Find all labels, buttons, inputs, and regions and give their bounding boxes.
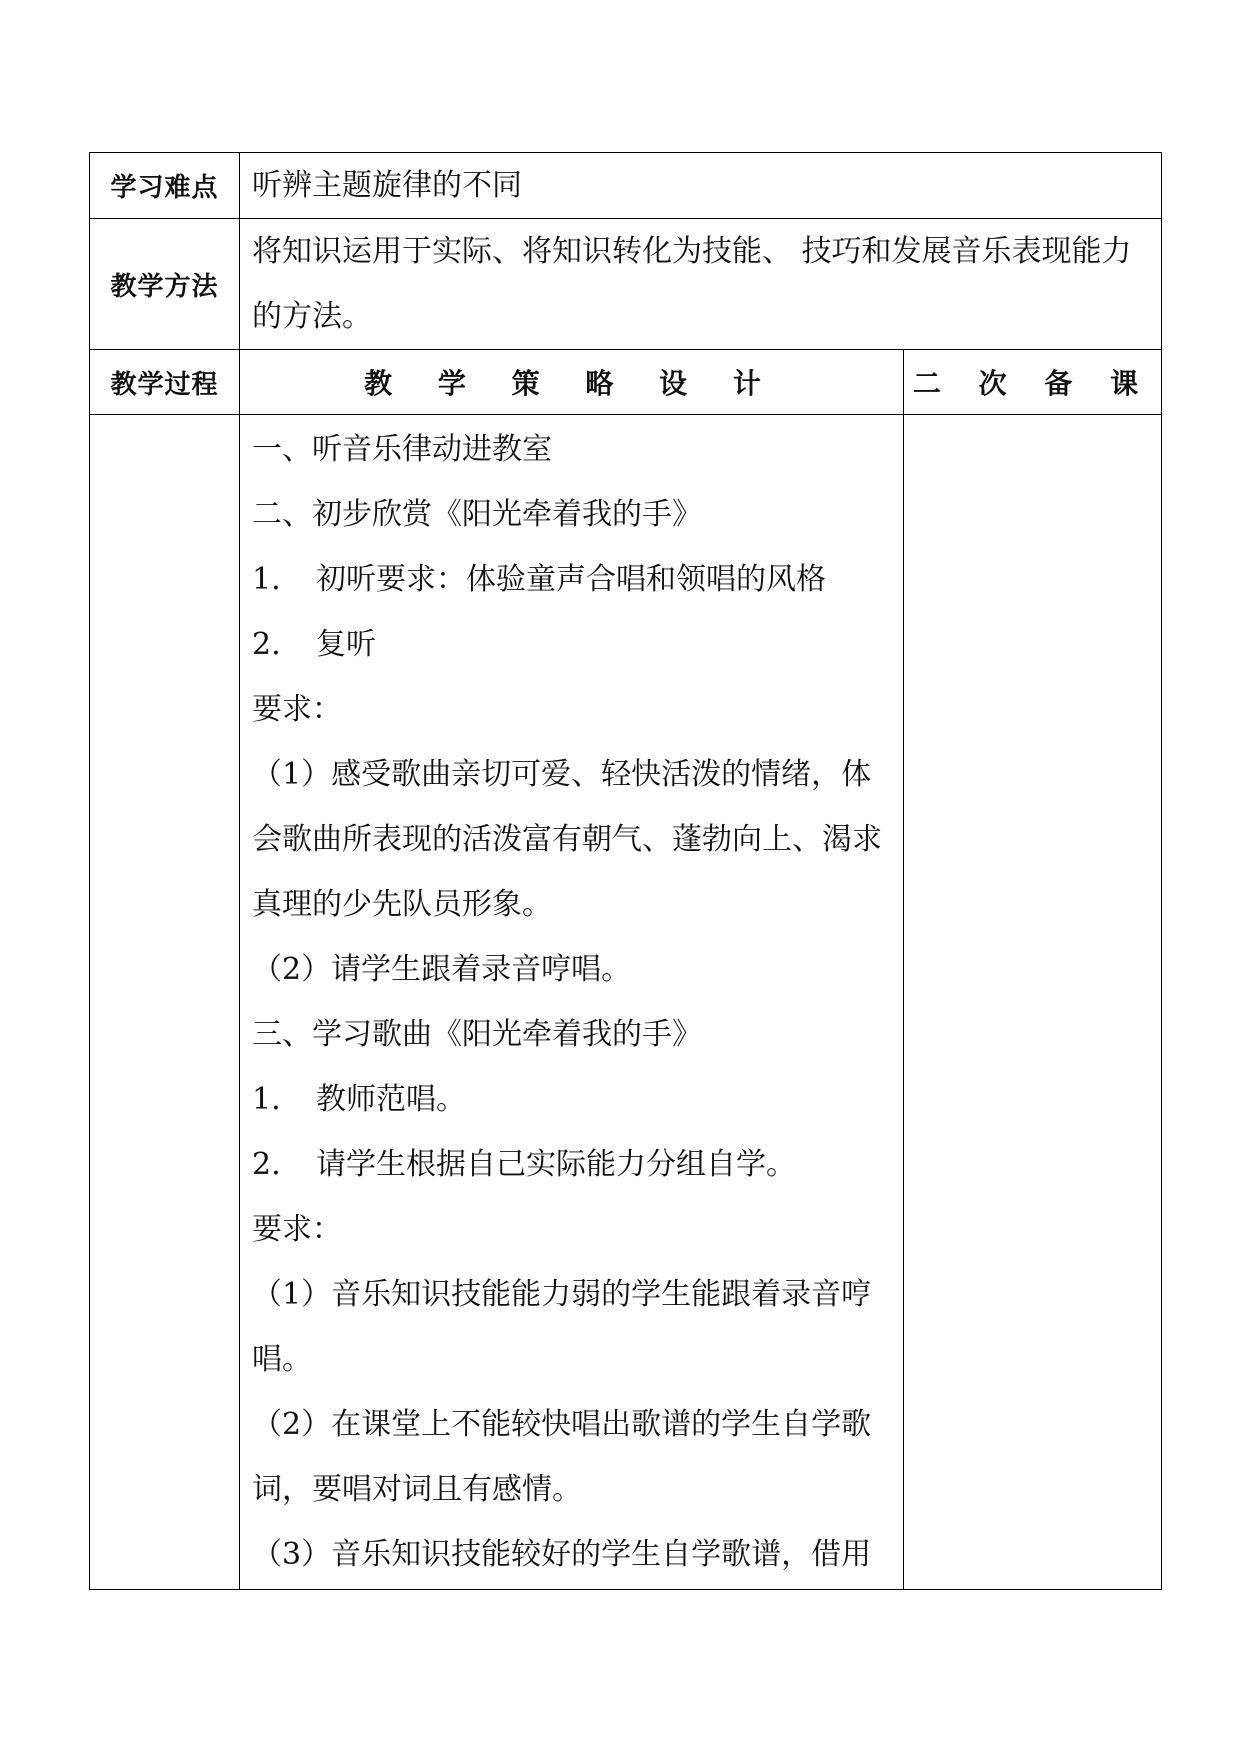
content-paragraph: （1）音乐知识技能能力弱的学生能跟着录音哼唱。 — [252, 1277, 872, 1377]
item-number: 1. — [252, 562, 281, 597]
content-paragraph: 二、初步欣赏《阳光牵着我的手》 — [252, 497, 702, 532]
row-process-content — [90, 415, 1162, 1590]
process-empty-cell — [90, 415, 240, 1590]
design-content — [240, 415, 904, 1590]
content-paragraph: 三、学习歌曲《阳光牵着我的手》 — [252, 1017, 702, 1052]
content-paragraph: 要求： — [252, 692, 342, 727]
numbered-item — [252, 612, 893, 677]
lesson-plan-table — [89, 152, 1162, 1590]
design-header: 教 学 策 略 设 计 — [240, 350, 904, 415]
row-difficulty — [90, 153, 1162, 219]
item-text: 初听要求：体验童声合唱和领唱的风格 — [316, 562, 826, 597]
numbered-item — [252, 1067, 893, 1132]
difficulty-value: 听辨主题旋律的不同 — [240, 153, 1162, 219]
content-paragraph: （3）音乐知识技能较好的学生自学歌谱，借用 — [252, 1537, 872, 1572]
item-text: 教师范唱。 — [316, 1082, 466, 1117]
difficulty-label: 学习难点 — [90, 153, 240, 219]
row-process-header — [90, 350, 1162, 415]
content-paragraph: （1）感受歌曲亲切可爱、轻快活泼的情绪，体会歌曲所表现的活泼富有朝气、蓬勃向上、渴求真理的少先队员形象。 — [252, 757, 882, 922]
method-value: 将知识运用于实际、将知识转化为技能、 技巧和发展音乐表现能力的方法。 — [240, 219, 1162, 350]
item-number: 2. — [252, 627, 281, 662]
method-label: 教学方法 — [90, 219, 240, 350]
content-paragraph: （2）请学生跟着录音哼唱。 — [252, 952, 632, 987]
process-label: 教学过程 — [90, 350, 240, 415]
notes-header: 二 次 备 课 — [904, 350, 1162, 415]
item-text: 请学生根据自己实际能力分组自学。 — [316, 1147, 796, 1182]
content-paragraph: 一、听音乐律动进教室 — [252, 432, 552, 467]
content-paragraph: （2）在课堂上不能较快唱出歌谱的学生自学歌词，要唱对词且有感情。 — [252, 1407, 872, 1507]
row-method — [90, 219, 1162, 350]
item-number: 1. — [252, 1082, 281, 1117]
item-text: 复听 — [316, 627, 376, 662]
notes-empty-cell — [904, 415, 1162, 1590]
content-paragraph: 要求： — [252, 1212, 342, 1247]
item-number: 2. — [252, 1147, 281, 1182]
numbered-item — [252, 547, 893, 612]
numbered-item — [252, 1132, 893, 1197]
